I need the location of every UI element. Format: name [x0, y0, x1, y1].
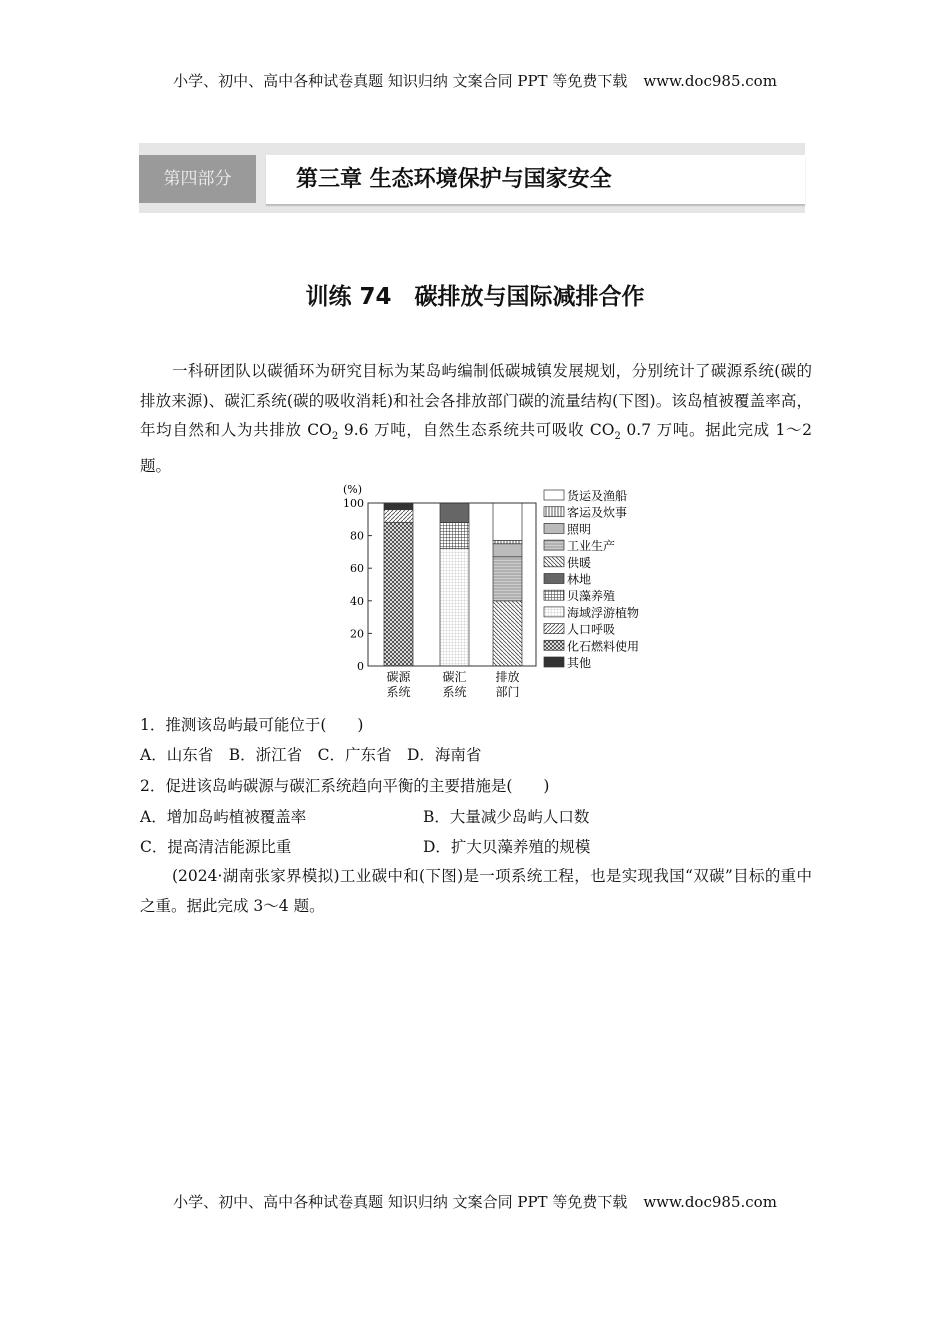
bar-segment — [384, 503, 413, 510]
legend-label: 工业生产 — [567, 539, 616, 554]
bar-segment — [440, 549, 469, 666]
bar-segment — [384, 510, 413, 523]
legend-label: 其他 — [567, 656, 592, 670]
x-tick-label: 系统 — [442, 685, 467, 699]
y-tick-label: 80 — [350, 529, 364, 543]
question-2-stem: 2．促进该岛屿碳源与碳汇系统趋向平衡的主要措施是( ) — [140, 777, 550, 795]
legend-label: 客运及炊事 — [567, 505, 628, 520]
intro-paragraph — [140, 357, 812, 481]
subscript: 2 — [614, 431, 621, 443]
legend-swatch — [544, 490, 564, 500]
page-footer — [0, 1191, 950, 1212]
bar-segment — [493, 544, 522, 557]
y-axis-label: (%) — [343, 483, 363, 496]
legend-swatch — [544, 624, 564, 634]
intro-paragraph-2: (2024·湖南张家界模拟)工业碳中和(下图)是一项系统工程，也是实现我国“双碳”目标的重中之重。据此完成 3～4 题。 — [140, 867, 812, 915]
page-header — [0, 70, 950, 91]
bar-segment — [440, 503, 469, 523]
legend-swatch — [544, 574, 564, 584]
legend-label: 照明 — [567, 522, 592, 537]
legend-label: 人口呼吸 — [567, 622, 616, 637]
legend-label: 化石燃料使用 — [567, 639, 640, 654]
legend-swatch — [544, 540, 564, 550]
intro-text: 0.7 万吨。据此完成 1～2 题。 — [140, 421, 813, 475]
legend-swatch — [544, 657, 564, 667]
bar-segment — [493, 540, 522, 543]
legend-swatch — [544, 607, 564, 617]
legend-swatch — [544, 507, 564, 517]
bar-segment — [493, 601, 522, 666]
legend-label: 林地 — [567, 572, 592, 587]
question-2-option-d: D．扩大贝藻养殖的规模 — [423, 838, 591, 856]
intro-text: 一科研团队以碳循环为研究目标为某岛屿编制低碳城镇发展规划，分别统计了碳源系统(碳的排放来源)、碳汇系统(碳的吸收消耗)和社会各排放部门碳的流量结构(下图)。该岛植被覆盖率高，年均自然和人为共排放 CO — [140, 362, 812, 439]
bar-segment — [493, 557, 522, 601]
question-1-options: A．山东省 B．浙江省 C．广东省 D．海南省 — [140, 746, 482, 764]
header-url: www.doc985.com — [643, 72, 777, 90]
stacked-bar-chart — [335, 480, 655, 705]
question-2-option-a: A．增加岛屿植被覆盖率 — [140, 808, 307, 826]
bar-segment — [384, 523, 413, 666]
legend-swatch — [544, 640, 564, 650]
y-tick-label: 0 — [357, 660, 364, 673]
legend-label: 货运及渔船 — [567, 489, 628, 503]
legend-label: 贝藻养殖 — [567, 589, 616, 604]
subscript: 2 — [331, 431, 339, 443]
footer-text: 小学、初中、高中各种试卷真题 知识归纳 文案合同 PPT 等免费下载 — [173, 1193, 628, 1211]
header-text: 小学、初中、高中各种试卷真题 知识归纳 文案合同 PPT 等免费下载 — [173, 72, 628, 90]
chapter-banner — [139, 143, 805, 213]
y-tick-label: 100 — [343, 497, 364, 510]
y-tick-label: 20 — [350, 627, 364, 641]
bar-segment — [493, 503, 522, 540]
y-tick-label: 60 — [350, 562, 364, 576]
x-tick-label: 碳汇 — [442, 670, 467, 684]
question-2-option-b: B．大量减少岛屿人口数 — [423, 808, 590, 826]
x-tick-label: 排放 — [495, 670, 520, 684]
x-tick-label: 碳源 — [386, 670, 411, 684]
bar-segment — [440, 523, 469, 549]
question-2-option-c: C．提高清洁能源比重 — [140, 838, 292, 856]
legend-label: 海域浮游植物 — [567, 605, 640, 620]
legend-swatch — [544, 523, 564, 533]
legend-swatch — [544, 590, 564, 600]
chapter-title: 第三章 生态环境保护与国家安全 — [266, 155, 805, 204]
footer-url: www.doc985.com — [643, 1193, 777, 1211]
part-label: 第四部分 — [139, 155, 256, 203]
x-tick-label: 系统 — [386, 685, 411, 699]
page-title: 训练 74 碳排放与国际减排合作 — [305, 284, 645, 310]
legend-label: 供暖 — [567, 555, 592, 570]
intro-text: 9.6 万吨，自然生态系统共可吸收 CO — [338, 421, 615, 439]
question-1-stem: 1．推测该岛屿最可能位于( ) — [140, 716, 364, 734]
y-tick-label: 40 — [350, 594, 364, 608]
x-tick-label: 部门 — [495, 685, 520, 699]
legend-swatch — [544, 557, 564, 567]
